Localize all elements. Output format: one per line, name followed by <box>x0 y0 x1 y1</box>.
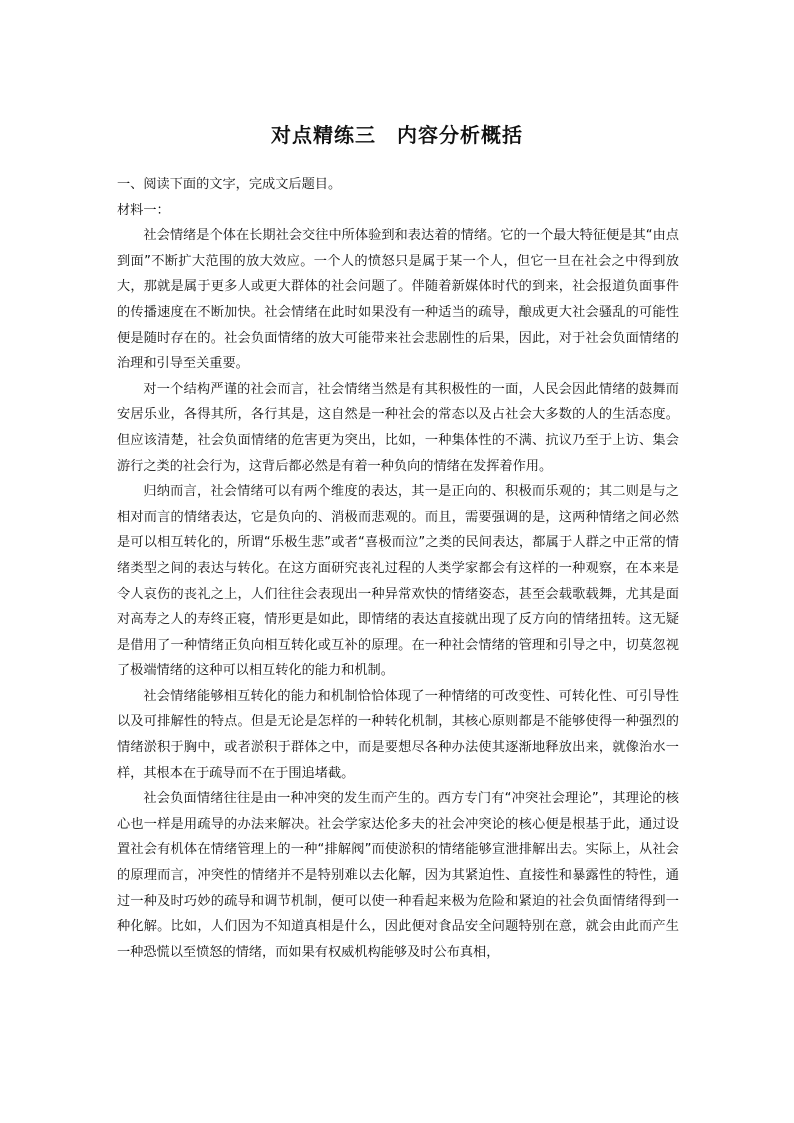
page-title: 对点精练三 内容分析概括 <box>271 123 523 147</box>
article-body <box>117 172 679 965</box>
paragraph-4: 社会情绪能够相互转化的能力和机制恰恰体现了一种情绪的可改变性、可转化性、可引导性以及可排解性的特点。但是无论是怎样的一种转化机制，其核心原则都是不能够使得一种强烈的情绪淤积于胸中，或者淤积于群体之中，而是要想尽各种办法使其逐渐地释放出来，就像治水一样，其根本在于疏导而不在于围追堵截。 <box>117 688 679 781</box>
paragraph-2: 对一个结构严谨的社会而言，社会情绪当然是有其积极性的一面，人民会因此情绪的鼓舞而安居乐业，各得其所，各行其是，这自然是一种社会的常态以及占社会大多数的人的生活态度。但应该清楚，社会负面情绪的危害更为突出，比如，一种集体性的不满、抗议乃至于上访、集会游行之类的社会行为，这背后都必然是有着一种负向的情绪在发挥着作用。 <box>117 381 679 474</box>
question-instruction: 一、阅读下面的文字，完成文后题目。 <box>117 177 342 192</box>
paragraph-1: 社会情绪是个体在长期社会交往中所体验到和表达着的情绪。它的一个最大特征便是其“由点到面”不断扩大范围的放大效应。一个人的愤怒只是属于某一个人，但它一旦在社会之中得到放大，那就是属于更多人或更大群体的社会问题了。伴随着新媒体时代的到来，社会报道负面事件的传播速度在不断加快。社会情绪在此时如果没有一种适当的疏导，酿成更大社会骚乱的可能性便是随时存在的。社会负面情绪的放大可能带来社会悲剧性的后果，因此，对于社会负面情绪的治理和引导至关重要。 <box>117 228 679 372</box>
paragraph-3: 归纳而言，社会情绪可以有两个维度的表达，其一是正向的、积极而乐观的；其二则是与之相对而言的情绪表达，它是负向的、消极而悲观的。而且，需要强调的是，这两种情绪之间必然是可以相互转化的，所谓“乐极生悲”或者“喜极而泣”之类的民间表达，都属于人群之中正常的情绪类型之间的表达与转化。在这方面研究丧礼过程的人类学家都会有这样的一种观察，在本来是令人哀伤的丧礼之上，人们往往会表现出一种异常欢快的情绪姿态，甚至会载歌载舞，尤其是面对高寿之人的寿终正寝，情形更是如此，即情绪的表达直接就出现了反方向的情绪扭转。这无疑是借用了一种情绪正负向相互转化或互补的原理。在一种社会情绪的管理和引导之中，切莫忽视了极端情绪的这种可以相互转化的能力和机制。 <box>117 484 679 679</box>
paragraph-5: 社会负面情绪往往是由一种冲突的发生而产生的。西方专门有“冲突社会理论”，其理论的核心也一样是用疏导的办法来解决。社会学家达伦多夫的社会冲突论的核心便是根基于此，通过设置社会有机体在情绪管理上的一种“排解阀”而使淤积的情绪能够宣泄排解出去。实际上，从社会的原理而言，冲突性的情绪并不是特别难以去化解，因为其紧迫性、直接性和暴露性的特性，通过一种及时巧妙的疏导和调节机制，便可以使一种看起来极为危险和紧迫的社会负面情绪得到一种化解。比如，人们因为不知道真相是什么，因此便对食品安全问题特别在意，就会由此而产生一种恐慌以至愤怒的情绪，而如果有权威机构能够及时公布真相， <box>117 791 679 960</box>
material-label: 材料一： <box>117 202 170 218</box>
